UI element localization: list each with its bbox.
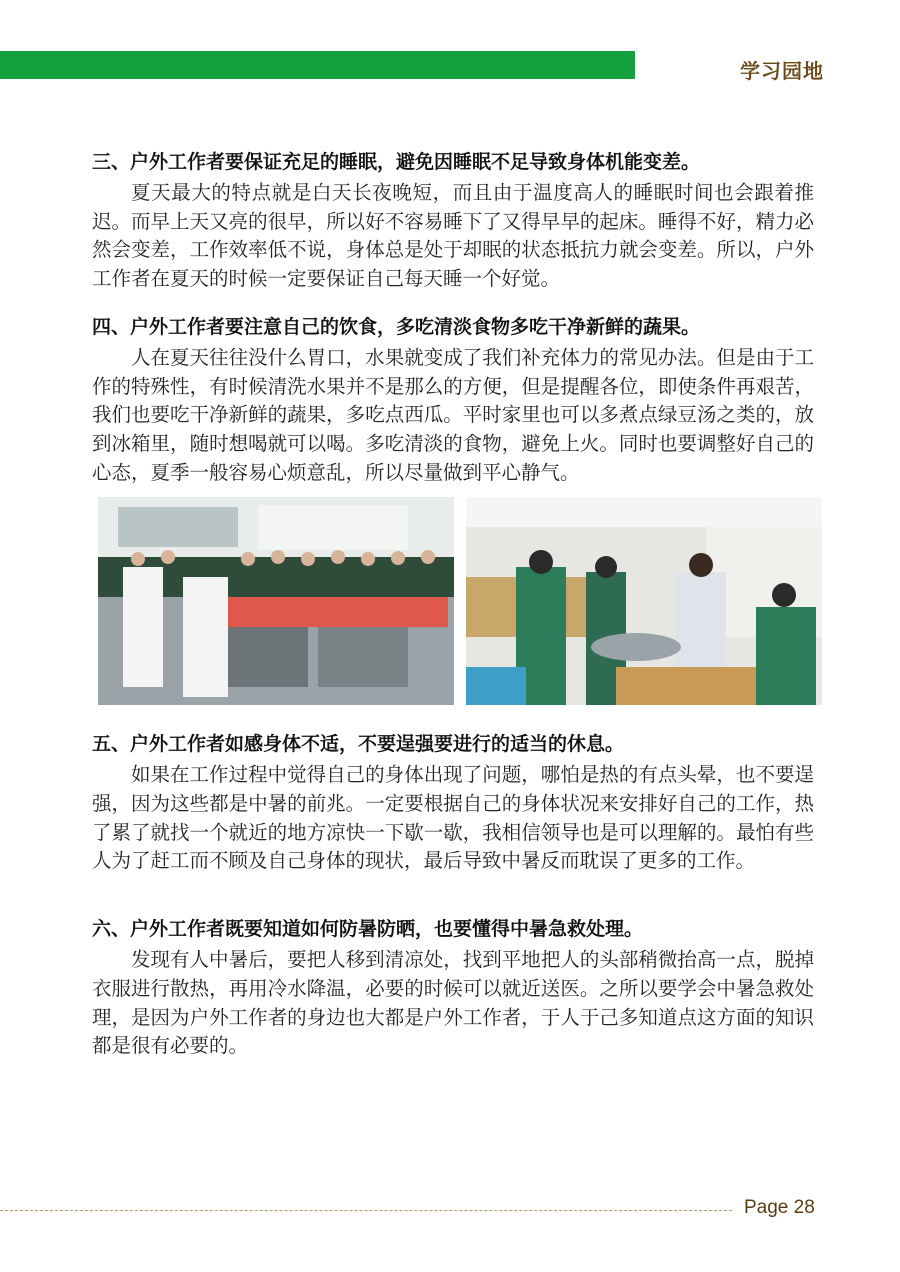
section-body: 发现有人中暑后，要把人移到清凉处，找到平地把人的头部稍微抬高一点，脱掉衣服进行散热，再用冷水降温，必要的时候可以就近送医。之所以要学会中暑急救处理，是因为户外工作者的身边也大都是户外工作者，于人于己多知道点这方面的知识都是很有必要的。	[92, 948, 814, 1058]
section-body: 人在夏天往往没什么胃口，水果就变成了我们补充体力的常见办法。但是由于工作的特殊性，有时候清洗水果并不是那么的方便，但是提醒各位，即使条件再艰苦，我们也要吃干净新鲜的蔬果，多吃点西瓜。平时家里也可以多煮点绿豆汤之类的，放到冰箱里，随时想喝就可以喝。多吃清淡的食物，避免上火。同时也要调整好自己的心态，夏季一般容易心烦意乱，所以尽量做到平心静气。	[92, 345, 814, 484]
photo-row	[98, 497, 822, 705]
photo-staff-watermelon	[98, 497, 454, 705]
section-title: 学习园地	[740, 59, 824, 83]
photo-canteen-preparation	[466, 497, 822, 705]
section-body: 如果在工作过程中觉得自己的身体出现了问题，哪怕是热的有点头晕，也不要逞强，因为这些都是中暑的前兆。一定要根据自己的身体状况来安排好自己的工作，热了累了就找一个就近的地方凉快一下歇一歇，我相信领导也是可以理解的。最怕有些人为了赶工而不顾及自己身体的现状，最后导致中暑反而耽误了更多的工作。	[92, 763, 814, 873]
page-number: Page 28	[744, 1197, 815, 1218]
footer-divider	[0, 1210, 732, 1211]
section-heading: 三、户外工作者要保证充足的睡眠，避免因睡眠不足导致身体机能变差。	[92, 151, 701, 173]
header-accent-bar	[0, 51, 635, 79]
section-body: 夏天最大的特点就是白天长夜晚短，而且由于温度高人的睡眠时间也会跟着推迟。而早上天又亮的很早，所以好不容易睡下了又得早早的起床。睡得不好，精力必然会变差，工作效率低不说，身体总是处于却眠的状态抵抗力就会变差。所以，户外工作者在夏天的时候一定要保证自己每天睡一个好觉。	[92, 181, 814, 291]
article-content	[92, 147, 814, 1061]
section-heading: 五、户外工作者如感身体不适，不要逞强要进行的适当的休息。	[92, 733, 625, 756]
section-heading: 四、户外工作者要注意自己的饮食，多吃清淡食物多吃干净新鲜的蔬果。	[92, 315, 701, 338]
section-heading: 六、户外工作者既要知道如何防暑防晒，也要懂得中暑急救处理。	[92, 918, 644, 941]
